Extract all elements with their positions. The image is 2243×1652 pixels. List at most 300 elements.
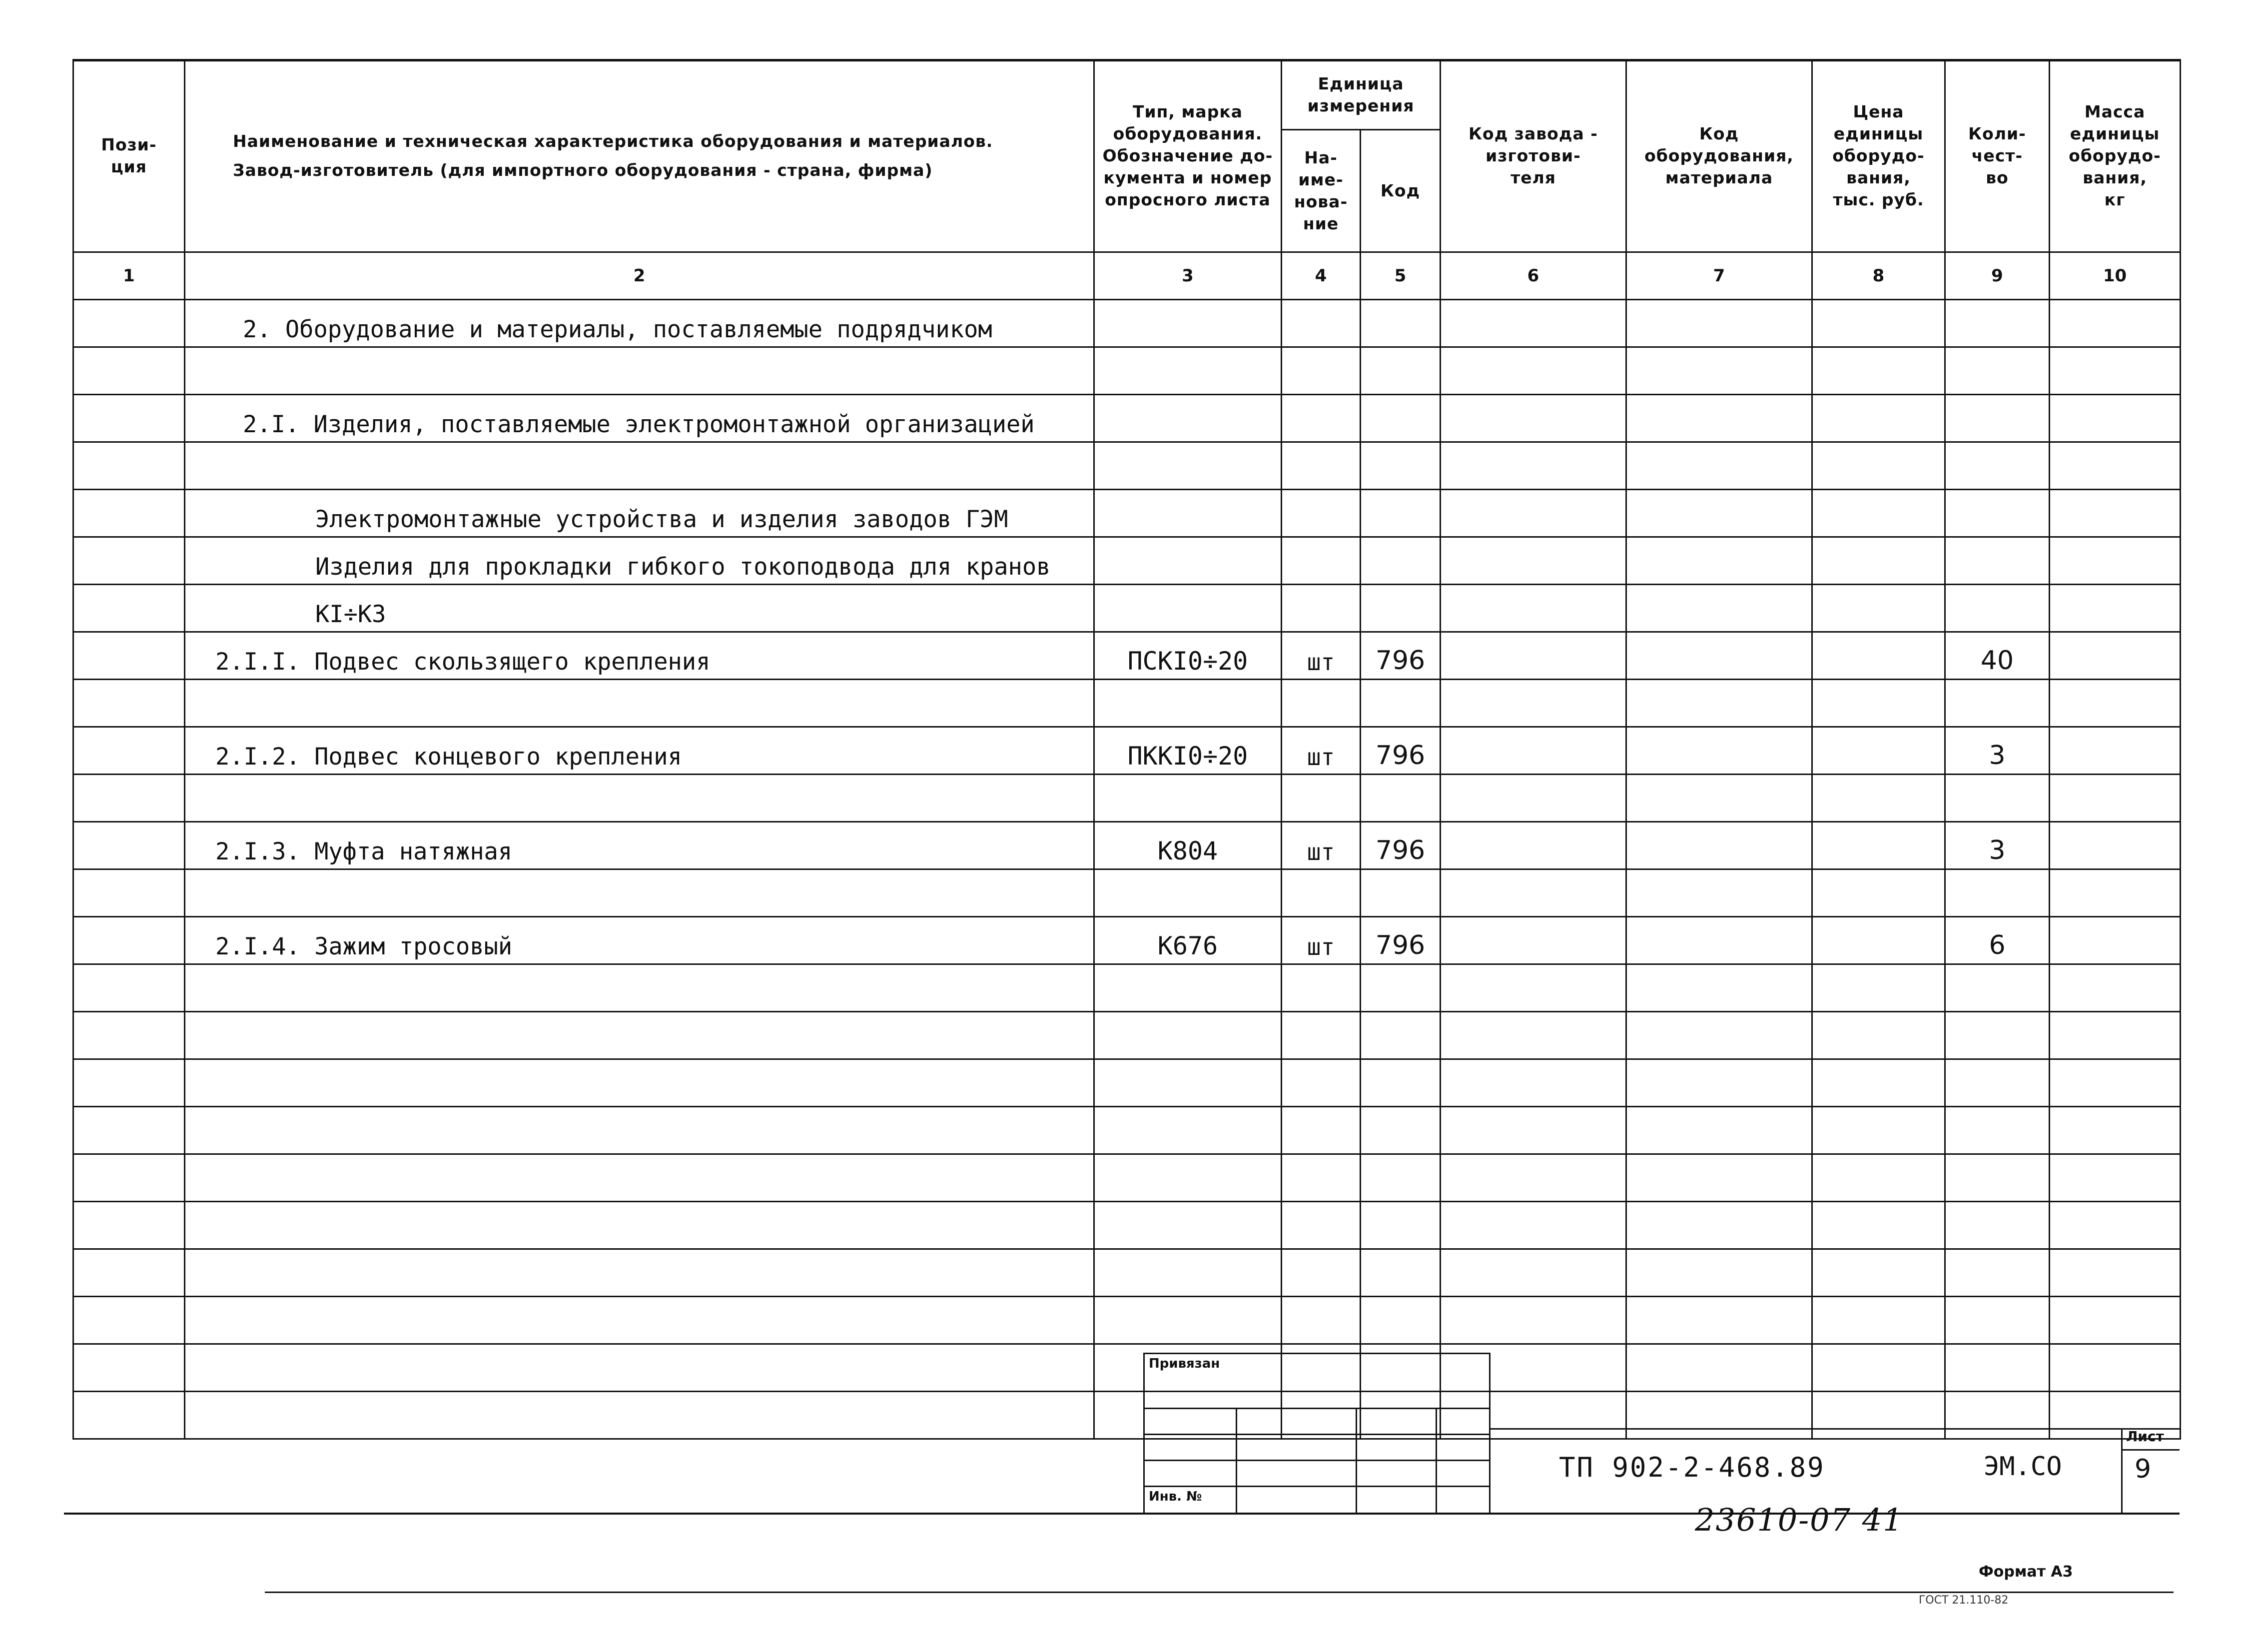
type-text: К676 (1157, 931, 1218, 960)
type-cell (1094, 869, 1282, 917)
document-mark: ЭМ.СО (1984, 1452, 2062, 1482)
quantity-text: 3 (1989, 741, 2006, 771)
quantity-cell (1945, 822, 2050, 869)
unit-name-text: шт (1307, 933, 1335, 960)
mass-cell (2050, 869, 2181, 917)
factory-code-cell (1441, 1202, 1626, 1249)
name-cell (185, 727, 1094, 775)
name-cell (185, 1392, 1094, 1439)
factory-code-cell (1441, 347, 1626, 395)
name-cell (185, 1202, 1094, 1249)
unit-code-cell (1361, 917, 1441, 964)
unit-code-cell (1361, 1249, 1441, 1297)
mass-cell (2050, 1154, 2181, 1202)
factory-code-cell (1441, 869, 1626, 917)
price-cell (1812, 1012, 1945, 1059)
unit-code-cell (1361, 490, 1441, 537)
unit-code-cell (1361, 1202, 1441, 1249)
unit-name-cell (1282, 964, 1361, 1012)
position-cell (73, 822, 185, 869)
name-cell (185, 1297, 1094, 1344)
table-row (73, 1059, 2181, 1107)
table-row (73, 442, 2181, 490)
table-row (73, 869, 2181, 917)
quantity-cell (1945, 1154, 2050, 1202)
position-cell (73, 869, 185, 917)
price-cell (1812, 395, 1945, 442)
unit-code-cell (1361, 964, 1441, 1012)
type-cell (1094, 822, 1282, 869)
unit-code-cell (1361, 1154, 1441, 1202)
equipment-code-cell (1626, 869, 1812, 917)
header-equipment-code: Код оборудования, материала (1626, 60, 1812, 252)
equipment-code-cell (1626, 300, 1812, 347)
unit-code-cell (1361, 775, 1441, 822)
quantity-cell (1945, 395, 2050, 442)
type-cell (1094, 1107, 1282, 1154)
price-cell (1812, 347, 1945, 395)
table-row (73, 1107, 2181, 1154)
name-cell (185, 632, 1094, 680)
equipment-code-cell (1626, 680, 1812, 727)
type-cell (1094, 727, 1282, 775)
type-text: ПСКI0÷20 (1127, 647, 1248, 676)
factory-code-cell (1441, 1154, 1626, 1202)
equipment-code-cell (1626, 395, 1812, 442)
stamp-block (1143, 1353, 1491, 1514)
unit-name-cell (1282, 442, 1361, 490)
unit-name-cell (1282, 585, 1361, 632)
colnum-3: 3 (1094, 252, 1282, 300)
quantity-text: 40 (1980, 646, 2014, 676)
type-cell (1094, 395, 1282, 442)
price-cell (1812, 1344, 1945, 1392)
type-text: ПККI0÷20 (1127, 742, 1248, 771)
quantity-text: 6 (1989, 930, 2006, 960)
price-cell (1812, 1249, 1945, 1297)
position-cell (73, 917, 185, 964)
unit-name-cell (1282, 869, 1361, 917)
colnum-7: 7 (1626, 252, 1812, 300)
position-cell (73, 1107, 185, 1154)
price-cell (1812, 964, 1945, 1012)
position-cell (73, 1392, 185, 1439)
unit-name-text: шт (1307, 744, 1335, 771)
table-row (73, 395, 2181, 442)
name-cell (185, 822, 1094, 869)
price-cell (1812, 1059, 1945, 1107)
factory-code-cell (1441, 300, 1626, 347)
name-text: Электромонтажные устройства и изделия заводов ГЭМ (315, 506, 1008, 533)
equipment-code-cell (1626, 1249, 1812, 1297)
price-cell (1812, 1392, 1945, 1439)
unit-code-cell (1361, 300, 1441, 347)
equipment-code-cell (1626, 775, 1812, 822)
name-cell (185, 1154, 1094, 1202)
factory-code-cell (1441, 917, 1626, 964)
name-cell (185, 1059, 1094, 1107)
header-quantity: Коли- чест- во (1945, 60, 2050, 252)
unit-code-cell (1361, 1059, 1441, 1107)
equipment-code-cell (1626, 1202, 1812, 1249)
factory-code-cell (1441, 632, 1626, 680)
title-block-top-line (1489, 1428, 2180, 1430)
quantity-cell (1945, 1107, 2050, 1154)
factory-code-cell (1441, 537, 1626, 585)
position-cell (73, 680, 185, 727)
unit-name-cell (1282, 395, 1361, 442)
header-mass: Масса единицы оборудо- вания, кг (2050, 60, 2181, 252)
table-row (73, 632, 2181, 680)
unit-code-cell (1361, 822, 1441, 869)
quantity-cell (1945, 1059, 2050, 1107)
frame-top-line (72, 59, 2180, 61)
unit-name-cell (1282, 917, 1361, 964)
unit-code-cell (1361, 347, 1441, 395)
type-cell (1094, 1059, 1282, 1107)
price-cell (1812, 822, 1945, 869)
type-cell (1094, 775, 1282, 822)
mass-cell (2050, 1297, 2181, 1344)
quantity-cell (1945, 1344, 2050, 1392)
type-cell (1094, 680, 1282, 727)
price-cell (1812, 1154, 1945, 1202)
type-cell (1094, 537, 1282, 585)
price-cell (1812, 775, 1945, 822)
equipment-code-cell (1626, 1392, 1812, 1439)
table-row (73, 490, 2181, 537)
price-cell (1812, 1297, 1945, 1344)
table-row (73, 1154, 2181, 1202)
quantity-cell (1945, 775, 2050, 822)
quantity-cell (1945, 1297, 2050, 1344)
unit-name-cell (1282, 822, 1361, 869)
unit-code-text: 796 (1375, 930, 1426, 960)
mass-cell (2050, 585, 2181, 632)
sheet-label: Лист (2126, 1428, 2164, 1445)
position-cell (73, 490, 185, 537)
document-number: ТП 902-2-468.89 (1559, 1452, 1825, 1483)
name-cell (185, 917, 1094, 964)
unit-name-cell (1282, 1012, 1361, 1059)
unit-code-cell (1361, 1297, 1441, 1344)
factory-code-cell (1441, 585, 1626, 632)
position-cell (73, 442, 185, 490)
mass-cell (2050, 1107, 2181, 1154)
header-unit-group: Единица измерения (1282, 60, 1441, 130)
unit-name-cell (1282, 1297, 1361, 1344)
quantity-text: 3 (1989, 835, 2006, 865)
equipment-code-cell (1626, 632, 1812, 680)
unit-code-cell (1361, 537, 1441, 585)
table-row (73, 1392, 2181, 1439)
unit-code-text: 796 (1375, 835, 1426, 865)
colnum-4: 4 (1282, 252, 1361, 300)
unit-code-cell (1361, 395, 1441, 442)
table-row (73, 727, 2181, 775)
position-cell (73, 1202, 185, 1249)
position-cell (73, 1297, 185, 1344)
table-row (73, 1297, 2181, 1344)
mass-cell (2050, 680, 2181, 727)
header-factory-code: Код завода - изготови- теля (1441, 60, 1626, 252)
price-cell (1812, 490, 1945, 537)
position-cell (73, 585, 185, 632)
name-cell (185, 1107, 1094, 1154)
mass-cell (2050, 917, 2181, 964)
name-cell (185, 775, 1094, 822)
type-cell (1094, 1012, 1282, 1059)
mass-cell (2050, 775, 2181, 822)
mass-cell (2050, 822, 2181, 869)
type-cell (1094, 964, 1282, 1012)
name-cell (185, 869, 1094, 917)
mass-cell (2050, 964, 2181, 1012)
name-cell (185, 1249, 1094, 1297)
inv-no-label: Инв. № (1144, 1487, 1237, 1514)
unit-name-text: шт (1307, 649, 1335, 676)
equipment-code-cell (1626, 347, 1812, 395)
name-cell (185, 395, 1094, 442)
mass-cell (2050, 1012, 2181, 1059)
unit-code-cell (1361, 632, 1441, 680)
quantity-cell (1945, 917, 2050, 964)
table-row (73, 775, 2181, 822)
quantity-cell (1945, 680, 2050, 727)
quantity-cell (1945, 1249, 2050, 1297)
factory-code-cell (1441, 964, 1626, 1012)
price-cell (1812, 680, 1945, 727)
equipment-code-cell (1626, 1297, 1812, 1344)
table-row (73, 1012, 2181, 1059)
unit-code-cell (1361, 680, 1441, 727)
factory-code-cell (1441, 1297, 1626, 1344)
unit-code-cell (1361, 1107, 1441, 1154)
mass-cell (2050, 1202, 2181, 1249)
table-row (73, 347, 2181, 395)
unit-code-cell (1361, 585, 1441, 632)
position-cell (73, 1012, 185, 1059)
equipment-code-cell (1626, 1344, 1812, 1392)
type-cell (1094, 300, 1282, 347)
mass-cell (2050, 395, 2181, 442)
position-cell (73, 727, 185, 775)
type-cell (1094, 442, 1282, 490)
unit-name-cell (1282, 775, 1361, 822)
equipment-code-cell (1626, 585, 1812, 632)
unit-name-cell (1282, 727, 1361, 775)
title-block-divider (2121, 1428, 2123, 1514)
position-cell (73, 1154, 185, 1202)
table-row (73, 822, 2181, 869)
unit-name-text: шт (1307, 838, 1335, 865)
position-cell (73, 1344, 185, 1392)
quantity-cell (1945, 585, 2050, 632)
factory-code-cell (1441, 1249, 1626, 1297)
type-cell (1094, 585, 1282, 632)
unit-code-cell (1361, 869, 1441, 917)
quantity-cell (1945, 537, 2050, 585)
unit-name-cell (1282, 1059, 1361, 1107)
price-cell (1812, 300, 1945, 347)
quantity-cell (1945, 347, 2050, 395)
table-row (73, 1344, 2181, 1392)
colnum-9: 9 (1945, 252, 2050, 300)
unit-code-text: 796 (1375, 646, 1426, 676)
type-cell (1094, 1297, 1282, 1344)
price-cell (1812, 1202, 1945, 1249)
factory-code-cell (1441, 1012, 1626, 1059)
table-row (73, 300, 2181, 347)
type-cell (1094, 917, 1282, 964)
quantity-cell (1945, 1012, 2050, 1059)
sheet-number: 9 (2135, 1454, 2152, 1484)
mass-cell (2050, 300, 2181, 347)
mass-cell (2050, 727, 2181, 775)
colnum-1: 1 (73, 252, 185, 300)
position-cell (73, 300, 185, 347)
specification-table (72, 59, 2181, 1440)
name-text: 2.I. Изделия, поставляемые электромонтажной организацией (243, 411, 1035, 438)
mass-cell (2050, 490, 2181, 537)
table-row (73, 1202, 2181, 1249)
name-cell (185, 964, 1094, 1012)
unit-name-cell (1282, 1154, 1361, 1202)
mass-cell (2050, 347, 2181, 395)
equipment-code-cell (1626, 917, 1812, 964)
factory-code-cell (1441, 680, 1626, 727)
name-cell (185, 680, 1094, 727)
factory-code-cell (1441, 822, 1626, 869)
price-cell (1812, 632, 1945, 680)
price-cell (1812, 869, 1945, 917)
type-cell (1094, 1249, 1282, 1297)
unit-name-cell (1282, 632, 1361, 680)
mass-cell (2050, 442, 2181, 490)
name-cell (185, 490, 1094, 537)
name-text: 2. Оборудование и материалы, поставляемые подрядчиком (243, 316, 992, 343)
factory-code-cell (1441, 727, 1626, 775)
unit-name-cell (1282, 1107, 1361, 1154)
unit-name-cell (1282, 1249, 1361, 1297)
name-text: 2.I.2. Подвес концевого крепления (215, 743, 682, 771)
factory-code-cell (1441, 490, 1626, 537)
unit-name-cell (1282, 347, 1361, 395)
mass-cell (2050, 1249, 2181, 1297)
position-cell (73, 347, 185, 395)
type-cell (1094, 1154, 1282, 1202)
name-cell (185, 1012, 1094, 1059)
unit-name-cell (1282, 300, 1361, 347)
quantity-cell (1945, 1202, 2050, 1249)
name-cell (185, 585, 1094, 632)
price-cell (1812, 442, 1945, 490)
name-text: 2.I.4. Зажим тросовый (215, 933, 513, 960)
price-cell (1812, 727, 1945, 775)
factory-code-cell (1441, 442, 1626, 490)
equipment-code-cell (1626, 490, 1812, 537)
quantity-cell (1945, 869, 2050, 917)
position-cell (73, 395, 185, 442)
table-row (73, 917, 2181, 964)
sheet-label-divider (2121, 1449, 2180, 1451)
format-label: Формат А3 (1979, 1563, 2073, 1581)
factory-code-cell (1441, 775, 1626, 822)
position-cell (73, 964, 185, 1012)
format-line (265, 1592, 2174, 1593)
standard-note: ГОСТ 21.110-82 (1919, 1594, 2009, 1607)
position-cell (73, 775, 185, 822)
name-text: 2.I.3. Муфта натяжная (215, 838, 513, 865)
header-unit-name: На- име- нова- ние (1282, 130, 1361, 252)
price-cell (1812, 917, 1945, 964)
unit-code-cell (1361, 442, 1441, 490)
name-text: Изделия для прокладки гибкого токоподвода для кранов (315, 553, 1051, 581)
unit-name-cell (1282, 1202, 1361, 1249)
colnum-5: 5 (1361, 252, 1441, 300)
header-position: Пози- ция (73, 60, 185, 252)
name-text: КI÷К3 (315, 601, 386, 628)
name-cell (185, 442, 1094, 490)
type-text: К804 (1157, 836, 1218, 865)
price-cell (1812, 537, 1945, 585)
equipment-code-cell (1626, 1154, 1812, 1202)
unit-name-cell (1282, 537, 1361, 585)
name-text: 2.I.I. Подвес скользящего крепления (215, 648, 711, 676)
unit-code-cell (1361, 1012, 1441, 1059)
table-row (73, 680, 2181, 727)
name-cell (185, 1344, 1094, 1392)
factory-code-cell (1441, 395, 1626, 442)
equipment-code-cell (1626, 727, 1812, 775)
equipment-code-cell (1626, 537, 1812, 585)
table-row (73, 585, 2181, 632)
type-cell (1094, 632, 1282, 680)
header-name: Наименование и техническая характеристика оборудования и материалов. Завод-изготовитель (для импортного оборудования - страна, фирма) (185, 60, 1094, 252)
mass-cell (2050, 537, 2181, 585)
equipment-code-cell (1626, 1059, 1812, 1107)
table-row (73, 964, 2181, 1012)
equipment-code-cell (1626, 822, 1812, 869)
quantity-cell (1945, 442, 2050, 490)
price-cell (1812, 1107, 1945, 1154)
colnum-8: 8 (1812, 252, 1945, 300)
quantity-cell (1945, 490, 2050, 537)
unit-code-cell (1361, 727, 1441, 775)
mass-cell (2050, 632, 2181, 680)
type-cell (1094, 1202, 1282, 1249)
table-row (73, 537, 2181, 585)
factory-code-cell (1441, 1059, 1626, 1107)
colnum-6: 6 (1441, 252, 1626, 300)
colnum-10: 10 (2050, 252, 2181, 300)
position-cell (73, 1059, 185, 1107)
column-number-row (73, 252, 2181, 300)
position-cell (73, 537, 185, 585)
equipment-code-cell (1626, 1107, 1812, 1154)
header-price: Цена единицы оборудо- вания, тыс. руб. (1812, 60, 1945, 252)
header-unit-code: Код (1361, 130, 1441, 252)
type-cell (1094, 490, 1282, 537)
name-cell (185, 347, 1094, 395)
quantity-cell (1945, 300, 2050, 347)
price-cell (1812, 585, 1945, 632)
quantity-cell (1945, 727, 2050, 775)
unit-code-text: 796 (1375, 741, 1426, 771)
mass-cell (2050, 1059, 2181, 1107)
name-cell (185, 537, 1094, 585)
position-cell (73, 1249, 185, 1297)
